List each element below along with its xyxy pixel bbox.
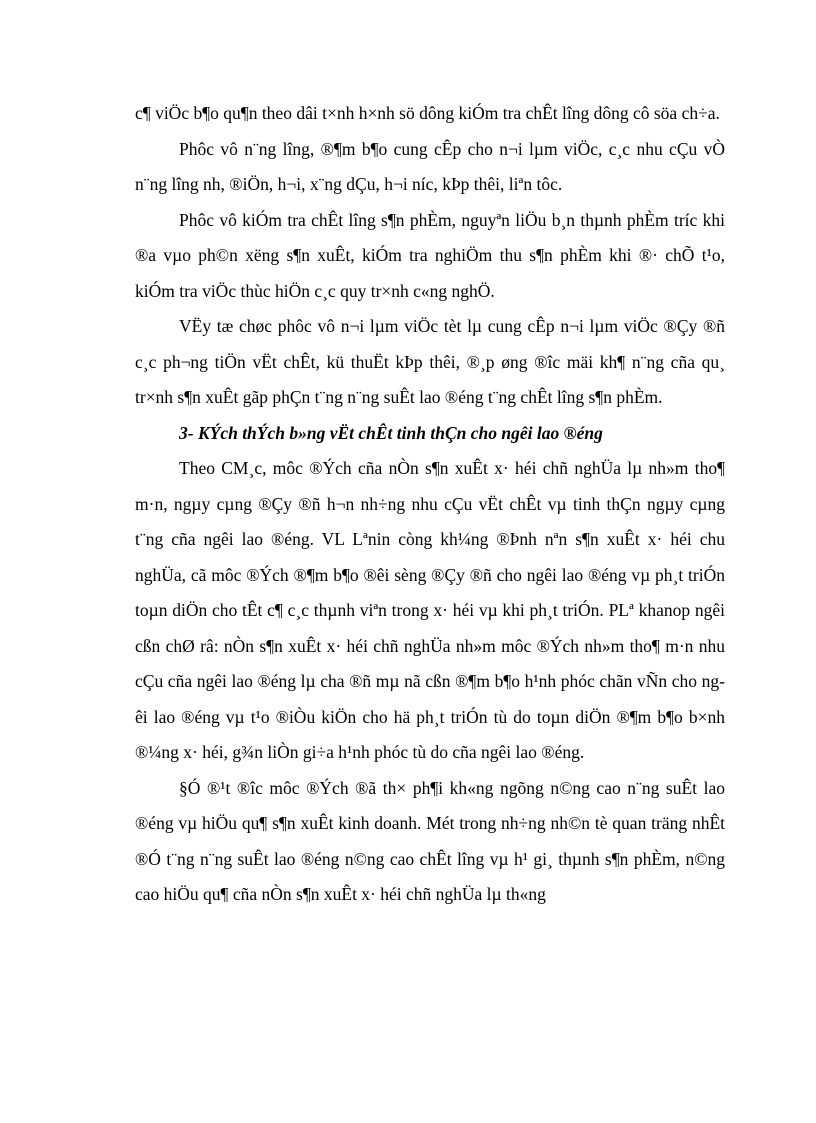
paragraph-4: VËy tæ chøc phôc vô n¬i lµm viÖc tèt lµ cung cÊp n¬i lµm viÖc ®Çy ®ñ c¸c ph¬ng tiÖn vËt chÊt, kü thuËt kÞp thêi, ®¸p øng ®îc mäi kh¶ n¨ng cña qu¸ tr×nh s¶n xuÊt gãp phÇn t¨ng n¨ng suÊt lao ®éng t¨ng chÊt lîng s¶n phÈm. (135, 316, 725, 407)
paragraph-3: Phôc vô kiÓm tra chÊt lîng s¶n phÈm, nguyªn liÖu b¸n thµnh phÈm tríc khi ®a vµo ph©n xëng s¶n xuÊt, kiÓm tra nghiÖm thu s¶n phÈm khi ®· chÕ t¹o, kiÓm tra viÖc thùc hiÖn c¸c quy tr×nh c«ng nghÖ. (135, 209, 725, 301)
paragraph-5: Theo CM¸c, môc ®Ých cña nÒn s¶n xuÊt x· héi chñ nghÜa lµ nh»m tho¶ m·n, ngµy cµng ®Çy ®ñ h¬n nh÷ng nhu cÇu vËt chÊt vµ tinh thÇn ngµy cµng t¨ng cña ngêi lao ®éng. VL Lªnin còng kh¼ng ®Þnh nªn s¶n xuÊt x· héi chu nghÜa, cã môc ®Ých ®¶m b¶o ®êi sèng ®Çy ®ñ cho ngêi lao ®éng vµ ph¸t triÓn toµn diÖn cho tÊt c¶ c¸c thµnh viªn trong x· héi vµ khi ph¸t triÓn. PLª khanop ngêi cßn chØ râ: nÒn s¶n xuÊt x· héi chñ nghÜa nh»m môc ®Ých nh»m tho¶ m·n nhu cÇu cña ngêi lao ®éng lµ cha ®ñ mµ nã cßn ®¶m b¶o h¹nh phóc chãn vÑn cho ngêi lao ®éng vµ t¹o ®iÒu kiÖn cho hä ph¸t triÓn tù do toµn diÖn ®¶m b¶o b×nh ®¼ng x· héi, g¾n liÒn gi÷a h¹nh phóc tù do cña ngêi lao ®éng. (135, 458, 725, 762)
paragraph-6: §Ó ®¹t ®îc môc ®Ých ®ã th× ph¶i kh«ng ngõng n©ng cao n¨ng suÊt lao ®éng vµ hiÖu qu¶ s¶n xuÊt kinh doanh. Mét trong nh÷ng nh©n tè quan träng nhÊt ®Ó t¨ng n¨ng suÊt lao ®éng n©ng cao chÊt lîng vµ h¹ gi¸ thµnh s¶n phÈm, n©ng cao hiÖu qu¶ cña nÒn s¶n xuÊt x· héi chñ nghÜa lµ th«ng (135, 777, 725, 904)
paragraph-2: Phôc vô n¨ng lîng, ®¶m b¶o cung cÊp cho n¬i lµm viÖc, c¸c nhu cÇu vÒ n¨ng lîng nh, ®iÖn, h¬i, x¨ng dÇu, h¬i níc, kÞp thêi, liªn tôc. (135, 138, 725, 194)
document-body (135, 96, 725, 913)
section-heading: 3- KÝch thÝch b»ng vËt chÊt tinh thÇn cho ngêi lao ®éng (179, 422, 603, 443)
paragraph-1: c¶ viÖc b¶o qu¶n theo dâi t×nh h×nh sö dông kiÓm tra chÊt lîng dông cô söa ch÷a. (135, 103, 720, 123)
